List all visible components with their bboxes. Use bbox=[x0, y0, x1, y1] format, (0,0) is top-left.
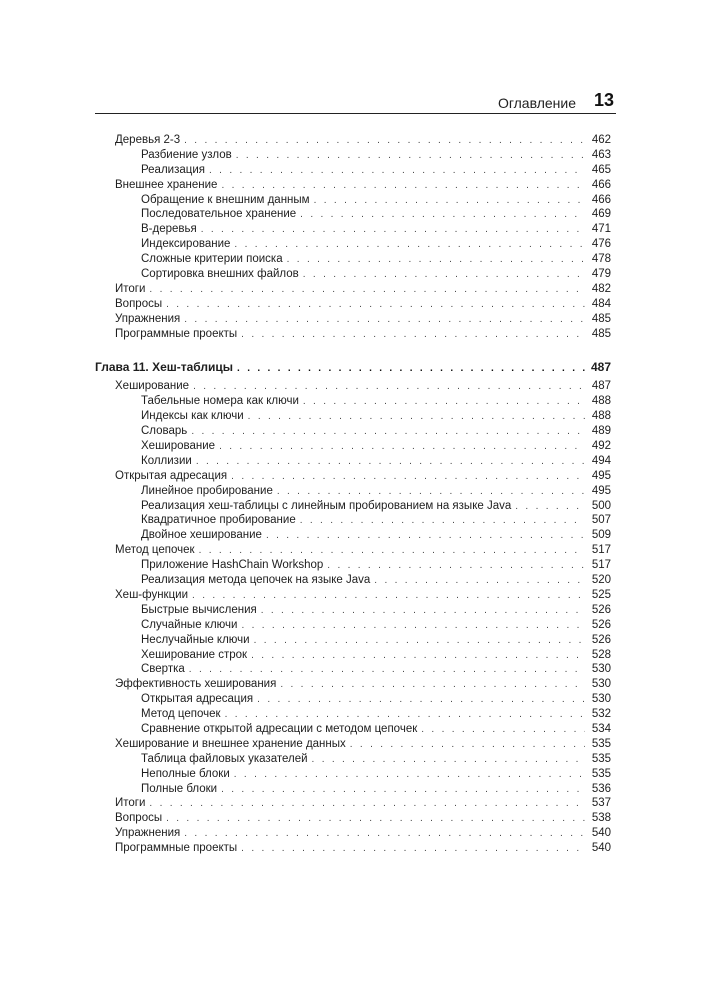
toc-entry[interactable] bbox=[95, 737, 611, 752]
toc-entry-title: Индексы как ключи bbox=[141, 410, 244, 423]
toc-entry-title: Последовательное хранение bbox=[141, 208, 297, 221]
dot-leader bbox=[192, 589, 585, 604]
toc-entry-title: Реализация метода цепочек на языке Java bbox=[141, 574, 371, 587]
toc-entry-title: Вопросы bbox=[115, 297, 163, 310]
toc-entry-title: Хеширование bbox=[115, 380, 190, 393]
toc-entry-page: 463 bbox=[591, 148, 611, 161]
dot-leader bbox=[303, 268, 585, 283]
dot-leader bbox=[350, 738, 585, 753]
toc-entry-page: 536 bbox=[591, 782, 611, 795]
chapter-title: Глава 11. Хеш-таблицы bbox=[95, 360, 234, 375]
page-number: 13 bbox=[593, 90, 614, 110]
dot-leader bbox=[241, 619, 585, 634]
toc-entry[interactable] bbox=[95, 193, 611, 208]
toc-entry[interactable] bbox=[95, 439, 611, 454]
toc-entry[interactable] bbox=[95, 603, 611, 618]
toc-entry[interactable] bbox=[95, 379, 611, 394]
toc-entry-title: Обращение к внешним данным bbox=[141, 193, 310, 206]
toc-entry[interactable] bbox=[95, 543, 611, 558]
dot-leader bbox=[166, 298, 585, 313]
toc-entry-title: Неслучайные ключи bbox=[141, 633, 250, 646]
toc-entry[interactable] bbox=[95, 841, 611, 856]
toc-entry-page: 485 bbox=[591, 327, 611, 340]
dot-leader bbox=[219, 440, 585, 455]
toc-entry-title: Свертка bbox=[141, 663, 185, 676]
dot-leader bbox=[280, 678, 585, 693]
toc-entry-page: 535 bbox=[591, 767, 611, 780]
toc-entry-page: 517 bbox=[591, 544, 611, 557]
dot-leader bbox=[266, 529, 585, 544]
toc-entry-page: 489 bbox=[591, 425, 611, 438]
toc-entry[interactable] bbox=[95, 252, 611, 267]
toc-entry-page: 476 bbox=[591, 238, 611, 251]
toc-entry[interactable] bbox=[95, 133, 611, 148]
toc-entry-page: 535 bbox=[591, 737, 611, 750]
toc-entry-title: Хеш-функции bbox=[115, 588, 189, 601]
toc-entry-page: 482 bbox=[591, 282, 611, 295]
dot-leader bbox=[149, 283, 585, 298]
chapter-page: 487 bbox=[590, 360, 611, 375]
toc-entry-title: Хеширование и внешнее хранение данных bbox=[115, 737, 346, 750]
toc-entry-title: Коллизии bbox=[141, 454, 192, 467]
toc-entry[interactable] bbox=[95, 826, 611, 841]
toc-entry-title: Вопросы bbox=[115, 812, 163, 825]
toc-entry-page: 528 bbox=[591, 648, 611, 661]
toc-entry-page: 466 bbox=[591, 178, 611, 191]
toc-entry[interactable] bbox=[95, 222, 611, 237]
page-header bbox=[95, 90, 616, 114]
chapter-heading[interactable] bbox=[95, 359, 611, 375]
dot-leader bbox=[149, 797, 585, 812]
toc-entry-page: 526 bbox=[591, 633, 611, 646]
toc-entry-title: Эффективность хеширования bbox=[115, 678, 277, 691]
dot-leader bbox=[300, 514, 585, 529]
toc-entry-page: 532 bbox=[591, 708, 611, 721]
toc-entry-title: Хеширование bbox=[141, 440, 216, 453]
toc-entry-title: Программные проекты bbox=[115, 327, 238, 340]
dot-leader bbox=[221, 179, 585, 194]
dot-leader bbox=[248, 410, 585, 425]
toc-entry[interactable] bbox=[95, 163, 611, 178]
toc-entry-title: Хеширование строк bbox=[141, 648, 248, 661]
toc-entry[interactable] bbox=[95, 394, 611, 409]
dot-leader bbox=[314, 194, 585, 209]
toc-entry-page: 500 bbox=[591, 499, 611, 512]
toc-entry[interactable] bbox=[95, 722, 611, 737]
toc-entry-title: Итоги bbox=[115, 282, 146, 295]
toc-entry-page: 492 bbox=[591, 440, 611, 453]
table-of-contents bbox=[95, 133, 611, 856]
toc-entry-page: 465 bbox=[591, 163, 611, 176]
toc-entry-page: 466 bbox=[591, 193, 611, 206]
toc-entry[interactable] bbox=[95, 484, 611, 499]
toc-entry-page: 487 bbox=[591, 380, 611, 393]
toc-entry[interactable] bbox=[95, 178, 611, 193]
toc-entry[interactable] bbox=[95, 327, 611, 342]
dot-leader bbox=[184, 134, 585, 149]
dot-leader bbox=[241, 328, 585, 343]
toc-entry-page: 462 bbox=[591, 134, 611, 146]
toc-entry-title: Быстрые вычисления bbox=[141, 603, 257, 616]
toc-section-chapter-11 bbox=[95, 379, 611, 856]
toc-entry-title: Словарь bbox=[141, 425, 188, 438]
toc-entry-title: Упражнения bbox=[115, 827, 181, 840]
toc-entry[interactable] bbox=[95, 424, 611, 439]
toc-entry-page: 484 bbox=[591, 297, 611, 310]
toc-entry[interactable] bbox=[95, 558, 611, 573]
toc-entry[interactable] bbox=[95, 796, 611, 811]
toc-entry-title: Квадратичное пробирование bbox=[141, 514, 296, 527]
toc-entry-title: Реализация хеш-таблицы с линейным пробированием на языке Java bbox=[141, 499, 512, 512]
toc-entry[interactable] bbox=[95, 499, 611, 514]
section-gap bbox=[95, 341, 611, 359]
toc-entry-page: 478 bbox=[591, 253, 611, 266]
toc-entry-title: Открытая адресация bbox=[141, 693, 254, 706]
toc-entry[interactable] bbox=[95, 148, 611, 163]
toc-entry-page: 525 bbox=[591, 588, 611, 601]
toc-entry-title: Деревья 2-3 bbox=[115, 134, 181, 146]
toc-entry-page: 537 bbox=[591, 797, 611, 810]
dot-leader bbox=[196, 455, 585, 470]
dot-leader bbox=[191, 425, 585, 440]
dot-leader bbox=[225, 708, 585, 723]
toc-entry-title: Сортировка внешних файлов bbox=[141, 268, 299, 281]
toc-entry-page: 538 bbox=[591, 812, 611, 825]
running-title: Оглавление bbox=[497, 95, 576, 111]
dot-leader bbox=[236, 149, 585, 164]
toc-entry[interactable] bbox=[95, 677, 611, 692]
toc-entry[interactable] bbox=[95, 267, 611, 282]
header-rule bbox=[95, 113, 616, 114]
toc-entry-page: 495 bbox=[591, 469, 611, 482]
toc-entry-title: Таблица файловых указателей bbox=[141, 752, 308, 765]
toc-entry-page: 535 bbox=[591, 752, 611, 765]
toc-entry[interactable] bbox=[95, 573, 611, 588]
dot-leader bbox=[221, 783, 585, 798]
toc-entry-page: 485 bbox=[591, 312, 611, 325]
toc-entry-title: Упражнения bbox=[115, 312, 181, 325]
dot-leader bbox=[193, 380, 585, 395]
toc-entry-page: 534 bbox=[591, 722, 611, 735]
dot-leader bbox=[254, 634, 585, 649]
toc-entry[interactable] bbox=[95, 312, 611, 327]
toc-entry-title: Полные блоки bbox=[141, 782, 218, 795]
dot-leader bbox=[234, 238, 585, 253]
toc-entry-title: Приложение HashChain Workshop bbox=[141, 559, 324, 572]
toc-entry[interactable] bbox=[95, 469, 611, 484]
dot-leader bbox=[303, 395, 585, 410]
dot-leader bbox=[201, 223, 585, 238]
dot-leader bbox=[515, 500, 585, 515]
dot-leader bbox=[257, 693, 585, 708]
toc-entry-page: 526 bbox=[591, 618, 611, 631]
toc-entry[interactable] bbox=[95, 588, 611, 603]
toc-entry[interactable] bbox=[95, 297, 611, 312]
toc-entry-title: Разбиение узлов bbox=[141, 148, 232, 161]
toc-entry-title: Сравнение открытой адресации с методом цепочек bbox=[141, 722, 418, 735]
toc-entry[interactable] bbox=[95, 633, 611, 648]
toc-entry-page: 530 bbox=[591, 663, 611, 676]
toc-entry[interactable] bbox=[95, 237, 611, 252]
toc-entry-page: 507 bbox=[591, 514, 611, 527]
dot-leader bbox=[241, 842, 585, 857]
dot-leader bbox=[261, 604, 585, 619]
dot-leader bbox=[189, 663, 585, 678]
dot-leader bbox=[277, 485, 585, 500]
toc-entry[interactable] bbox=[95, 752, 611, 767]
toc-entry[interactable] bbox=[95, 811, 611, 826]
toc-entry[interactable] bbox=[95, 707, 611, 722]
toc-entry[interactable] bbox=[95, 207, 611, 222]
toc-entry-page: 526 bbox=[591, 603, 611, 616]
toc-entry-title: Индексирование bbox=[141, 238, 231, 251]
dot-leader bbox=[166, 812, 585, 827]
toc-entry-page: 495 bbox=[591, 484, 611, 497]
toc-entry-title: Табельные номера как ключи bbox=[141, 395, 299, 408]
toc-entry-page: 509 bbox=[591, 529, 611, 542]
dot-leader bbox=[312, 753, 585, 768]
toc-entry[interactable] bbox=[95, 513, 611, 528]
toc-entry[interactable] bbox=[95, 692, 611, 707]
toc-entry-title: Неполные блоки bbox=[141, 767, 230, 780]
toc-entry-title: Двойное хеширование bbox=[141, 529, 262, 542]
toc-entry-title: Метод цепочек bbox=[141, 708, 221, 721]
toc-entry-title: Сложные критерии поиска bbox=[141, 253, 283, 266]
toc-entry-page: 471 bbox=[591, 223, 611, 236]
dot-leader bbox=[374, 574, 585, 589]
toc-entry-page: 540 bbox=[591, 842, 611, 855]
toc-entry-page: 488 bbox=[591, 410, 611, 423]
dot-leader bbox=[234, 768, 585, 783]
dot-leader bbox=[287, 253, 585, 268]
toc-entry-title: Метод цепочек bbox=[115, 544, 195, 557]
dot-leader bbox=[184, 313, 585, 328]
toc-entry[interactable] bbox=[95, 282, 611, 297]
dot-leader bbox=[184, 827, 585, 842]
toc-entry-page: 494 bbox=[591, 454, 611, 467]
toc-entry-page: 530 bbox=[591, 678, 611, 691]
toc-entry-page: 540 bbox=[591, 827, 611, 840]
toc-entry-title: Реализация bbox=[141, 163, 205, 176]
dot-leader bbox=[237, 361, 585, 377]
toc-entry-page: 479 bbox=[591, 268, 611, 281]
toc-entry-title: Случайные ключи bbox=[141, 618, 238, 631]
toc-entry-title: Итоги bbox=[115, 797, 146, 810]
toc-entry[interactable] bbox=[95, 454, 611, 469]
toc-entry[interactable] bbox=[95, 662, 611, 677]
toc-entry-title: Внешнее хранение bbox=[115, 178, 218, 191]
toc-entry-title: B-деревья bbox=[141, 223, 197, 236]
toc-entry-title: Открытая адресация bbox=[115, 469, 228, 482]
toc-entry[interactable] bbox=[95, 782, 611, 797]
dot-leader bbox=[300, 208, 585, 223]
toc-entry-title: Программные проекты bbox=[115, 842, 238, 855]
toc-entry-title: Линейное пробирование bbox=[141, 484, 273, 497]
dot-leader bbox=[209, 164, 585, 179]
toc-entry[interactable] bbox=[95, 767, 611, 782]
toc-entry-page: 530 bbox=[591, 693, 611, 706]
toc-entry[interactable] bbox=[95, 648, 611, 663]
toc-entry-page: 488 bbox=[591, 395, 611, 408]
toc-entry[interactable] bbox=[95, 618, 611, 633]
toc-entry-page: 469 bbox=[591, 208, 611, 221]
toc-section-previous-chapter bbox=[95, 133, 611, 341]
toc-entry-page: 517 bbox=[591, 559, 611, 572]
dot-leader bbox=[199, 544, 585, 559]
toc-entry[interactable] bbox=[95, 528, 611, 543]
toc-entry[interactable] bbox=[95, 409, 611, 424]
toc-entry-page: 520 bbox=[591, 574, 611, 587]
dot-leader bbox=[251, 649, 585, 664]
dot-leader bbox=[421, 723, 585, 738]
dot-leader bbox=[231, 470, 585, 485]
dot-leader bbox=[327, 559, 585, 574]
